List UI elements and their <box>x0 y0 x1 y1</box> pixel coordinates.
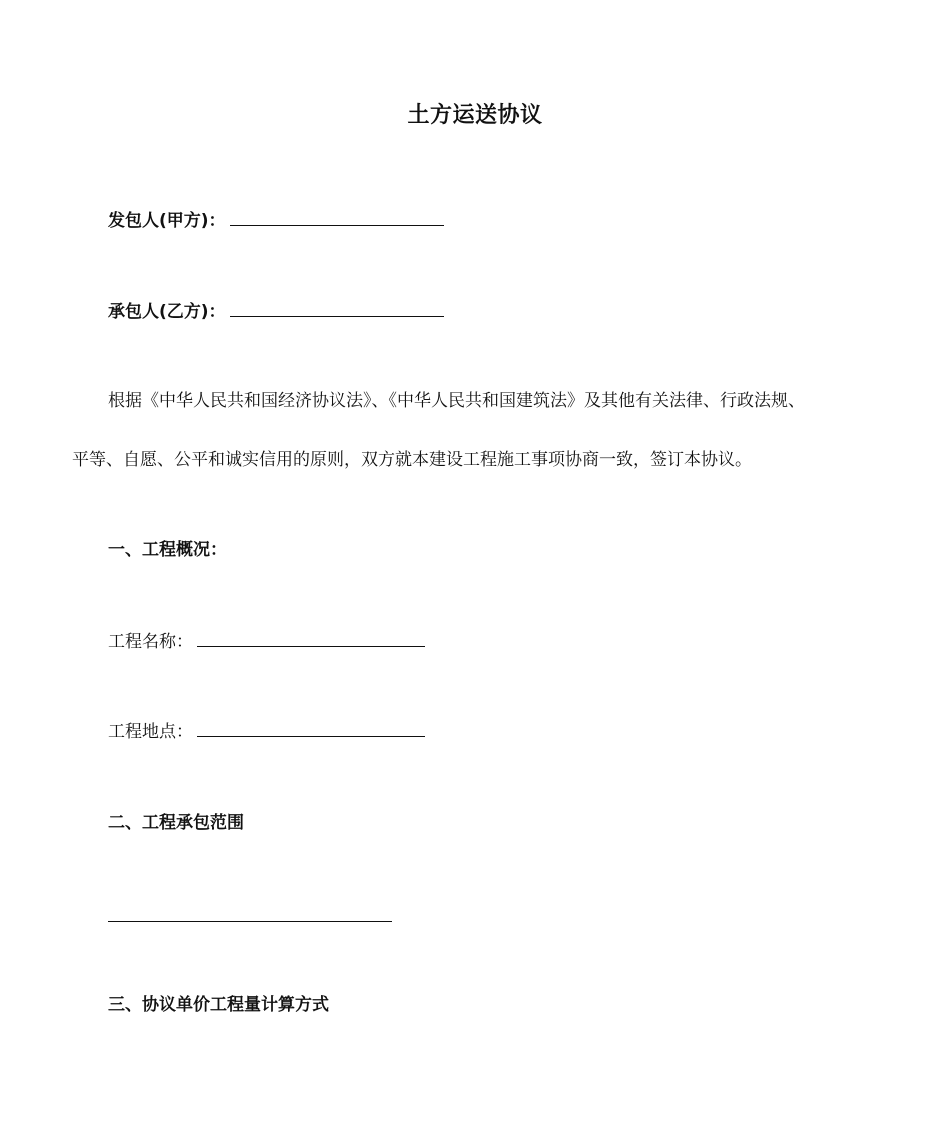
project-location-row <box>108 719 425 744</box>
section-1-heading: 一、工程概况： <box>108 540 227 560</box>
party-b-label: 承包人(乙方)： <box>108 302 226 322</box>
intro-paragraph-line-1: 根据《中华人民共和国经济协议法》、《中华人民共和国建筑法》及其他有关法律、行政法规、 <box>108 391 805 411</box>
project-location-blank-field[interactable] <box>197 719 425 737</box>
party-a-label: 发包人(甲方)： <box>108 211 226 231</box>
document-title: 土方运送协议 <box>407 103 543 128</box>
party-a-blank-field[interactable] <box>230 208 444 226</box>
party-b-blank-field[interactable] <box>230 299 444 317</box>
party-a-row <box>108 208 444 233</box>
section-3-heading: 三、协议单价工程量计算方式 <box>108 995 329 1015</box>
intro-paragraph-line-2: 平等、自愿、公平和诚实信用的原则，双方就本建设工程施工事项协商一致，签订本协议。 <box>72 450 752 470</box>
project-name-row <box>108 629 425 654</box>
project-name-label: 工程名称： <box>108 632 193 652</box>
section-2-heading: 二、工程承包范围 <box>108 813 244 833</box>
project-location-label: 工程地点： <box>108 722 193 742</box>
party-b-row <box>108 299 444 324</box>
project-name-blank-field[interactable] <box>197 629 425 647</box>
scope-blank-field[interactable] <box>108 921 392 922</box>
